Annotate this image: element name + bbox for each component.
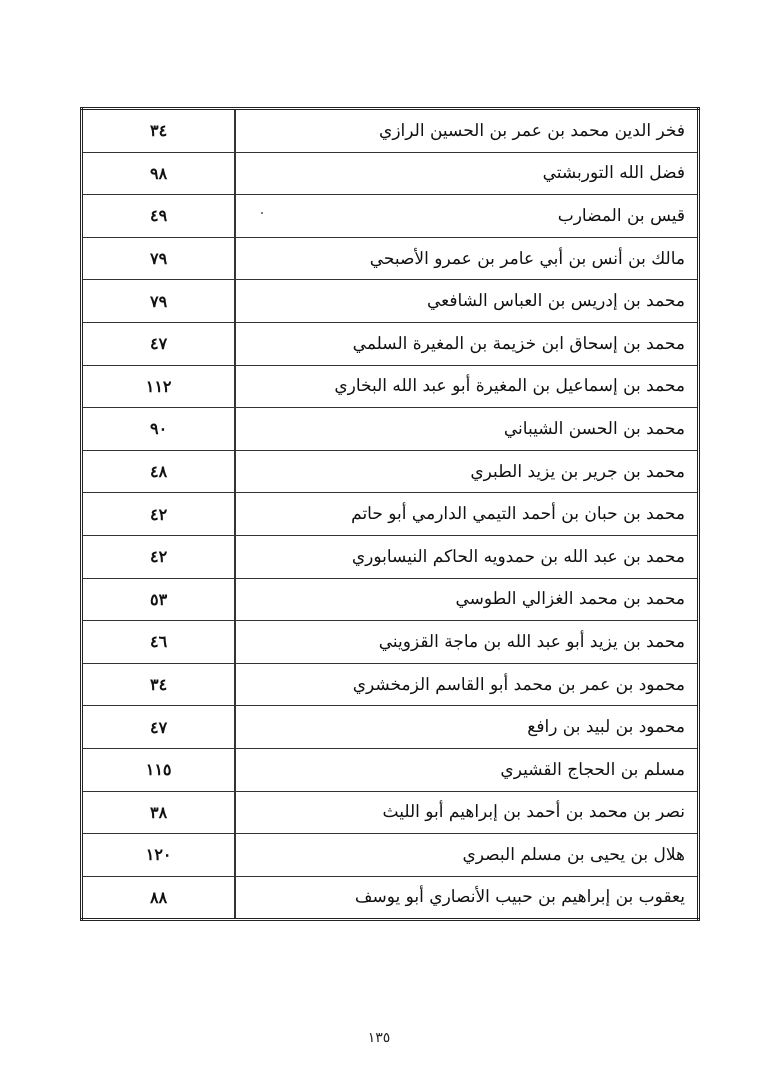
page-cell: ٧٩ [82, 237, 236, 280]
page-cell: ٤٨ [82, 450, 236, 493]
page-cell: ١٢٠ [82, 834, 236, 877]
table-row [82, 152, 699, 195]
table-row [82, 706, 699, 749]
name-cell: محمود بن لبيد بن رافع [235, 706, 698, 749]
table-row [82, 109, 699, 153]
page-cell: ٤٢ [82, 493, 236, 536]
table-row [82, 237, 699, 280]
table-row [82, 195, 699, 238]
table-row [82, 450, 699, 493]
name-cell: هلال بن يحيى بن مسلم البصري [235, 834, 698, 877]
index-table [80, 107, 700, 921]
name-cell: نصر بن محمد بن أحمد بن إبراهيم أبو الليث [235, 791, 698, 834]
name-cell: قيس بن المضارب [235, 195, 698, 238]
name-cell: يعقوب بن إبراهيم بن حبيب الأنصاري أبو يوسف [235, 876, 698, 920]
page-cell: ٨٨ [150, 887, 168, 907]
table-row [82, 834, 699, 877]
name-cell: محمد بن يزيد أبو عبد الله بن ماجة القزويني [235, 621, 698, 664]
page-cell: ٩٨ [82, 152, 236, 195]
page-cell: ٤٢ [82, 535, 236, 578]
index-table-body [82, 109, 699, 920]
name-cell: محمد بن حبان بن أحمد التيمي الدارمي أبو حاتم [235, 493, 698, 536]
name-cell: محمود بن عمر بن محمد أبو القاسم الزمخشري [235, 663, 698, 706]
table-row [82, 493, 699, 536]
table-row [82, 280, 699, 323]
table-row [82, 322, 699, 365]
name-cell: مسلم بن الحجاج القشيري [235, 748, 698, 791]
page-cell: ٣٨ [82, 791, 236, 834]
name-cell: محمد بن إدريس بن العباس الشافعي [235, 280, 698, 323]
name-cell: مالك بن أنس بن أبي عامر بن عمرو الأصبحي [235, 237, 698, 280]
name-cell: محمد بن الحسن الشيباني [235, 408, 698, 451]
page-cell: ٣٤ [82, 109, 236, 153]
name-cell: فضل الله التوربشتي [235, 152, 698, 195]
page-cell: ٤٧ [82, 706, 236, 749]
page-cell: ٤٧ [82, 322, 236, 365]
name-cell: محمد بن عبد الله بن حمدويه الحاكم النيسابوري [235, 535, 698, 578]
table-row [82, 408, 699, 451]
page-cell: ٤٩ [82, 195, 236, 238]
page-cell: ٣٤ [82, 663, 236, 706]
page-cell: ١١٥ [82, 748, 236, 791]
table-row [82, 535, 699, 578]
table-row [82, 663, 699, 706]
page-number: ١٣٥ [367, 1030, 391, 1046]
table-row [82, 748, 699, 791]
scan-speck [261, 212, 263, 214]
name-cell: فخر الدين محمد بن عمر بن الحسين الرازي [235, 109, 698, 153]
name-cell: محمد بن إسحاق ابن خزيمة بن المغيرة السلمي [235, 322, 698, 365]
table-row [82, 578, 699, 621]
name-cell: محمد بن محمد الغزالي الطوسي [235, 578, 698, 621]
page-cell: ٧٩ [82, 280, 236, 323]
table-row [82, 621, 699, 664]
page-cell: ٩٠ [82, 408, 236, 451]
table-row [82, 791, 699, 834]
name-cell: محمد بن جرير بن يزيد الطبري [235, 450, 698, 493]
table-row [82, 876, 699, 920]
name-cell: محمد بن إسماعيل بن المغيرة أبو عبد الله البخاري [235, 365, 698, 408]
page-cell: ١١٢ [82, 365, 236, 408]
page-cell: ٤٦ [82, 621, 236, 664]
table-row [82, 365, 699, 408]
page-cell: ٥٣ [82, 578, 236, 621]
